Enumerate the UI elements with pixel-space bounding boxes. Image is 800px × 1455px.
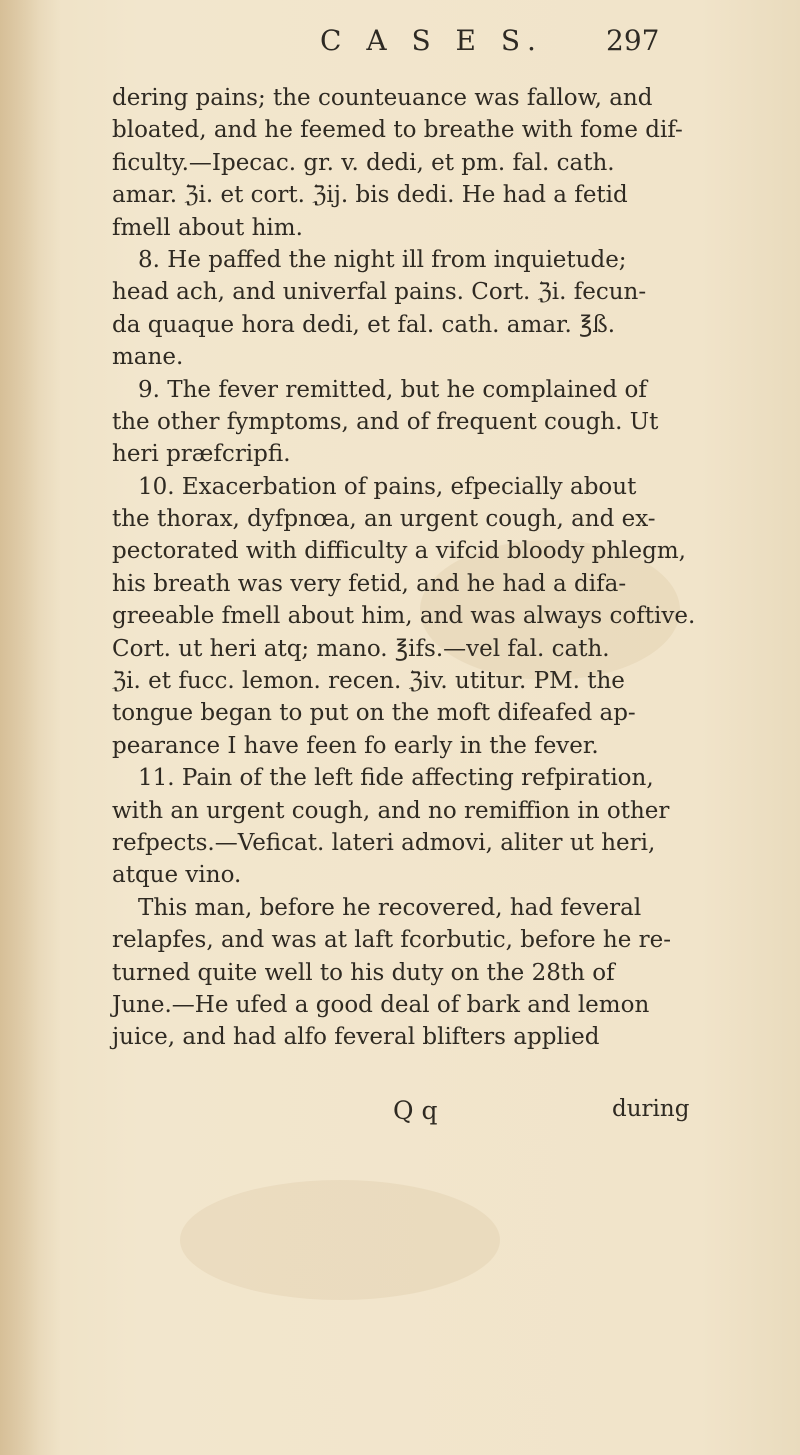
text-line: fmell about him. (112, 214, 303, 241)
text-line: the thorax, dyfpnœa, an urgent cough, and ex- (112, 506, 656, 533)
catchword: during (612, 1096, 690, 1122)
text-line: atque vino. (112, 862, 242, 889)
text-line: 11. Pain of the left fide affecting refpiration, (138, 765, 654, 792)
text-line: mane. (112, 344, 184, 371)
paper-stain (180, 1180, 500, 1300)
text-line: refpects.—Veficat. lateri admovi, aliter ut heri, (112, 829, 656, 856)
text-line: Cort. ut heri atq; mano. ℥ifs.—vel fal. cath. (112, 635, 610, 662)
text-line: turned quite well to his duty on the 28th of (112, 959, 615, 986)
running-head: C A S E S. (320, 24, 544, 57)
text-line: relapfes, and was at laft fcorbutic, before he re- (112, 927, 672, 954)
body-text (112, 82, 724, 1054)
text-line: pectorated with difficulty a vifcid bloody phlegm, (112, 538, 686, 565)
text-line: with an urgent cough, and no remiffion in other (112, 797, 670, 824)
text-line: head ach, and univerfal pains. Cort. ℨi. fecun- (112, 279, 647, 306)
page-header (0, 24, 800, 64)
page-number: 297 (606, 24, 660, 57)
text-line: his breath was very fetid, and he had a difa- (112, 570, 627, 597)
text-line: bloated, and he feemed to breathe with fome dif- (112, 117, 683, 144)
text-line: the other fymptoms, and of frequent cough. Ut (112, 408, 659, 435)
text-line: heri præfcripfi. (112, 441, 291, 468)
page-edge-shading (0, 0, 60, 1455)
text-line: dering pains; the counteuance was fallow, and (112, 85, 653, 111)
text-line: da quaque hora dedi, et fal. cath. amar. ℥ß. (112, 311, 616, 338)
text-line: June.—He ufed a good deal of bark and lemon (112, 991, 650, 1018)
text-line: 9. The fever remitted, but he complained of (138, 376, 647, 403)
text-line: This man, before he recovered, had feveral (138, 894, 642, 921)
text-line: amar. ℨi. et cort. ℨij. bis dedi. He had a fetid (112, 182, 628, 209)
text-line: tongue began to put on the moft difeafed ap- (112, 700, 636, 727)
text-line: ficulty.—Ipecac. gr. v. dedi, et pm. fal. cath. (112, 149, 615, 176)
page-footer (0, 1096, 800, 1136)
text-line: pearance I have feen fo early in the fever. (112, 732, 599, 759)
text-line: 10. Exacerbation of pains, efpecially about (138, 473, 637, 500)
text-line: ℨi. et fucc. lemon. recen. ℨiv. utitur. PM. the (112, 668, 625, 695)
text-line: 8. He paffed the night ill from inquietude; (138, 246, 627, 273)
text-line: juice, and had alfo feveral blifters applied (112, 1024, 600, 1051)
signature-mark: Q q (393, 1096, 438, 1125)
text-line: greeable fmell about him, and was always coftive. (112, 603, 696, 630)
